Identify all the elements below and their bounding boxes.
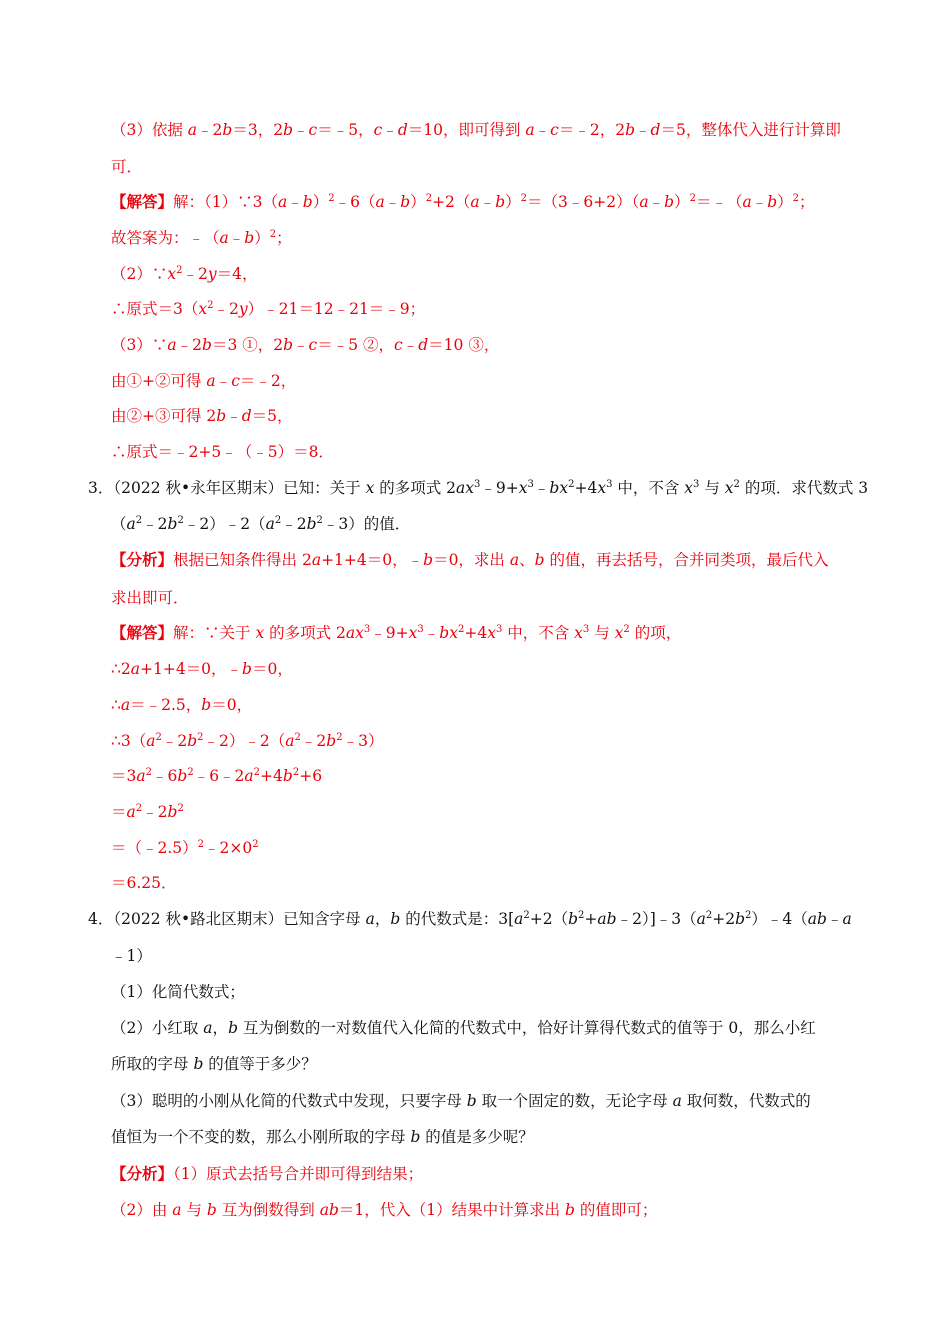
text-line: 【解答】解：∵关于 x 的多项式 $2ax^3﹣9+x^3﹣bx^2+4x^3$ 中，不含 $x^3$ 与 $x^2$ 的项， xyxy=(111,623,682,642)
text-line: 【分析】根据已知条件得出 2a+1+4＝0，﹣b＝0，求出 a、b 的值，再去括号，合并同类项，最后代入 xyxy=(111,550,829,569)
text-line: 值恒为一个不变的数，那么小刚所取的字母 b 的值是多少呢？ xyxy=(111,1128,534,1146)
text-line: 可． xyxy=(111,158,143,176)
text-line: $=a^2﹣2b^2$ xyxy=(111,803,184,821)
text-line: ∴2a+1+4＝0，﹣b＝0， xyxy=(111,660,293,678)
question-number: 3． xyxy=(88,479,114,497)
text-line: （3）聪明的小刚从化简的代数式中发现，只要字母 b 取一个固定的数，无论字母 a 取何数，代数式的 xyxy=(111,1092,811,1110)
question-4: 4．（2022 秋•路北区期末）已知含字母 a，b 的代数式是：$3[a^2+2(b^2+ab﹣2)]﹣3(a^2+2b^2)﹣4(ab﹣a$ xyxy=(88,910,852,928)
text-line: 故答案为：﹣（a﹣b）$^2$； xyxy=(111,229,292,247)
text-line: （1）化简代数式； xyxy=(111,983,245,1001)
text-line: 【分析】（1）原式去括号合并即可得到结果； xyxy=(111,1164,424,1183)
text-line: （3）依据 a﹣2b＝3，2b﹣c＝﹣5，c﹣d＝10，即可得到 a﹣c＝﹣2，2b﹣d＝5，整体代入进行计算即 xyxy=(111,121,841,139)
answer-label: 【解答】 xyxy=(111,623,174,642)
analysis-label: 【分析】 xyxy=(111,1164,174,1183)
text-line: （3）∵a﹣2b＝3 ①，2b﹣c＝﹣5 ②，c﹣d＝10 ③， xyxy=(111,336,500,354)
text-line: $\therefore 3(a^2﹣2b^2﹣2)﹣2(a^2﹣2b^2﹣3)$ xyxy=(111,732,384,750)
analysis-label: 【分析】 xyxy=(111,550,174,569)
text-line: ∴原式$=3(x^2﹣2y)﹣21=12﹣21=﹣9$； xyxy=(111,300,426,318)
text-line: ﹣1） xyxy=(111,947,152,965)
text-line: 求出即可． xyxy=(111,589,189,607)
text-line: $(2)\because x^2﹣2y=4$， xyxy=(111,265,258,283)
question-3: 3．（2022 秋•永年区期末）已知：关于 x 的多项式 $2ax^3﹣9+x^3﹣bx^2+4x^3$ 中，不含 $x^3$ 与 $x^2$ 的项．求代数式 3 xyxy=(88,479,869,497)
text-line: 由①+②可得 a﹣c＝﹣2， xyxy=(111,372,297,390)
text-line: 所取的字母 b 的值等于多少？ xyxy=(111,1055,317,1073)
text-line: ∴a＝﹣2.5，b＝0， xyxy=(111,696,253,714)
text-line: 由②+③可得 2b﹣d＝5， xyxy=(111,407,293,425)
text-line: ＝6.25． xyxy=(111,874,177,892)
text-line: 【解答】解：（1）∵3（a﹣b）$^2$﹣6（a﹣b）$^2$+2（a﹣b）$^2$＝（3﹣6+2）（a﹣b）$^2$＝﹣（a﹣b）$^2$； xyxy=(111,192,815,211)
text-line: $=3a^2﹣6b^2﹣6﹣2a^2+4b^2+6$ xyxy=(111,767,323,785)
text-line: （2）由 a 与 b 互为倒数得到 ab＝1，代入（1）结果中计算求出 b 的值即可； xyxy=(111,1201,658,1219)
text-line: $=(﹣2.5)^2﹣2\times 0^2$ xyxy=(111,839,259,857)
text-line: ∴原式＝﹣2+5﹣（﹣5）＝8． xyxy=(111,443,334,461)
question-number: 4． xyxy=(88,910,114,928)
answer-label: 【解答】 xyxy=(111,192,174,211)
text-line: （2）小红取 a，b 互为倒数的一对数值代入化简的代数式中，恰好计算得代数式的值等于 0，那么小红 xyxy=(111,1019,816,1037)
text-line: $(a^2﹣2b^2﹣2)﹣2(a^2﹣2b^2﹣3)$的值． xyxy=(111,515,411,533)
